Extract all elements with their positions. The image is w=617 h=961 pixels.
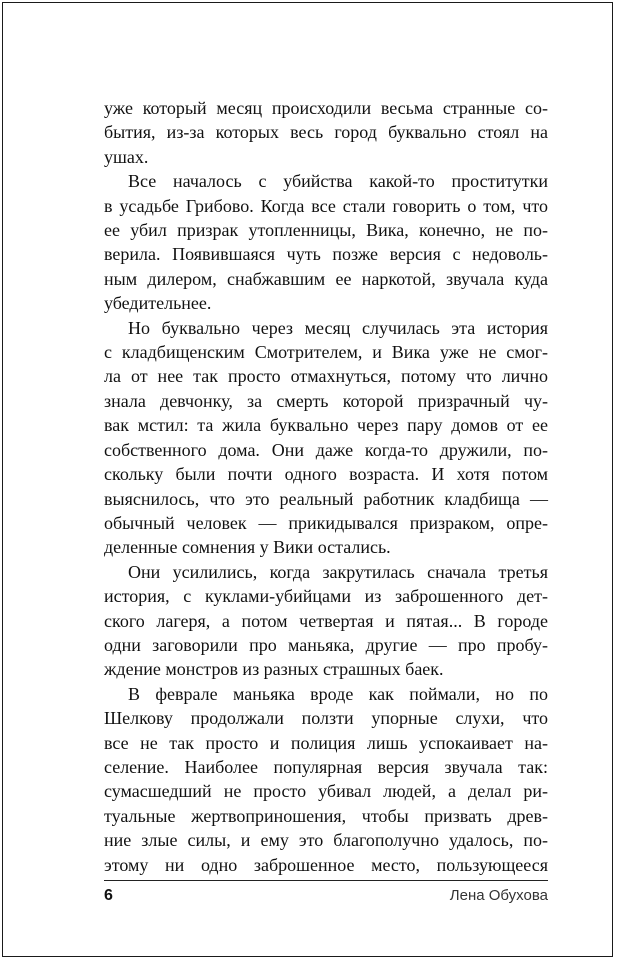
text-line: бытия, из-за которых весь город буквально стоял на: [104, 122, 548, 143]
paragraph-1: [104, 96, 548, 169]
text-line: Но буквально через месяц случилась эта история: [128, 317, 548, 338]
text-line: история, с куклами-убийцами из заброшенного дет-: [104, 586, 548, 607]
text-line: в усадьбе Грибово. Когда все стали говорить о том, что: [104, 195, 548, 216]
text-line: верила. Появившаяся чуть позже версия с недоволь-: [104, 244, 548, 265]
text-line: одни заговорили про маньяка, другие — про пробу-: [104, 634, 548, 655]
paragraph-5: [104, 682, 548, 877]
text-line: собственного дома. Они даже когда-то дружили, по-: [104, 439, 548, 460]
text-body: [104, 96, 548, 877]
text-line: убедительнее.: [104, 293, 212, 314]
text-line: ние злые силы, и ему это благополучно удалось, по-: [104, 830, 548, 851]
text-line: ского лагеря, а потом четвертая и пятая... В городе: [104, 610, 548, 631]
text-line: ным дилером, снабжавшим ее наркотой, звучала куда: [104, 268, 548, 289]
text-line: Шелкову продолжали ползти упорные слухи, что: [104, 708, 548, 729]
paragraph-3: [104, 316, 548, 560]
text-line: В феврале маньяка вроде как поймали, но по: [128, 683, 548, 704]
text-line: обычный человек — прикидывался призраком, опре-: [104, 512, 548, 533]
text-line: Все началось с убийства какой-то проститутки: [128, 171, 548, 192]
text-line: этому ни одно заброшенное место, пользующееся: [104, 854, 548, 875]
text-line: скольку были почти одного возраста. И хотя потом: [104, 464, 548, 485]
running-footer-author: Лена Обухова: [449, 887, 548, 904]
text-line: селение. Наиболее популярная версия звучала так:: [104, 756, 548, 777]
text-line: ла от нее так просто отмахнуться, потому что лично: [104, 366, 548, 387]
footer-rule: [104, 880, 548, 881]
text-line: туальные жертвоприношения, чтобы призвать древ-: [104, 805, 548, 826]
page-number: 6: [104, 887, 113, 904]
text-line: с кладбищенским Смотрителем, и Вика уже не смог-: [104, 342, 548, 363]
text-line: деленные сомнения у Вики остались.: [104, 537, 391, 558]
text-line: ждение монстров из разных страшных баек.: [104, 659, 444, 680]
text-line: ушах.: [104, 146, 149, 167]
text-line: выяснилось, что это реальный работник кладбища —: [104, 488, 548, 509]
text-line: сумасшедший не просто убивал людей, а делал ри-: [104, 781, 548, 802]
text-line: уже который месяц происходили весьма странные со-: [104, 98, 548, 118]
text-line: знала девчонку, за смерть которой призрачный чу-: [104, 390, 548, 411]
paragraph-2: [104, 169, 548, 315]
paragraph-4: [104, 560, 548, 682]
text-line: все не так просто и полиция лишь успокаивает на-: [104, 732, 548, 753]
text-line: Они усилились, когда закрутилась сначала третья: [128, 561, 548, 582]
text-line: вак мстил: та жила буквально через пару домов от ее: [104, 415, 548, 436]
text-line: ее убил призрак утопленницы, Вика, конечно, не по-: [104, 220, 548, 241]
